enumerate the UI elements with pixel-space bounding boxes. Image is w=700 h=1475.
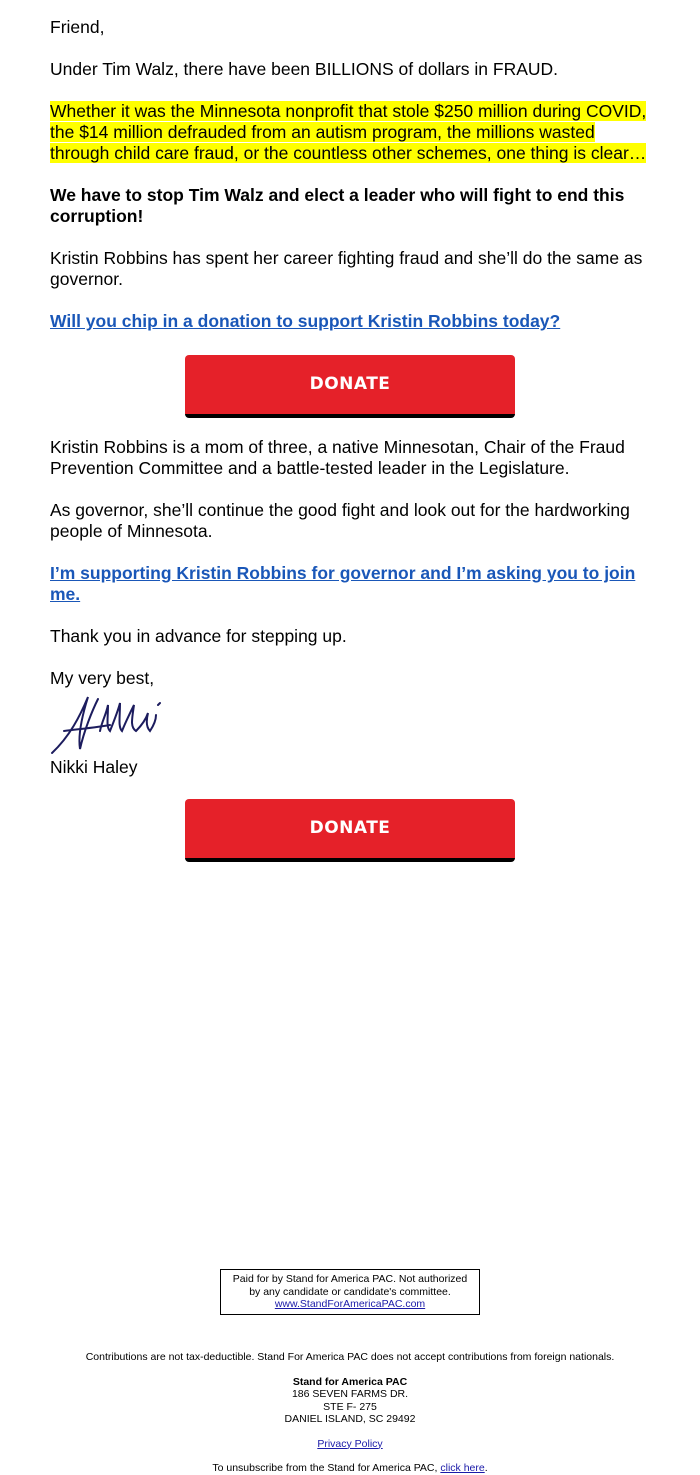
address-line-2: STE F- 275: [323, 1400, 377, 1413]
paragraph-fraud: Under Tim Walz, there have been BILLIONS of dollars in FRAUD.: [50, 59, 559, 79]
paragraph-bio: Kristin Robbins is a mom of three, a native Minnesotan, Chair of the Fraud Prevention Committee and a battle-tested leader in the Legislature.: [50, 437, 625, 478]
tax-note: Contributions are not tax-deductible. Stand For America PAC does not accept contributions from foreign nationals.: [85, 1351, 615, 1363]
donation-link[interactable]: Will you chip in a donation to support Kristin Robbins today?: [50, 311, 561, 331]
disclaimer-text: Paid for by Stand for America PAC. Not authorized by any candidate or candidate's committee.: [232, 1273, 468, 1298]
paragraph-thanks: Thank you in advance for stepping up.: [50, 626, 347, 646]
privacy-policy-link[interactable]: Privacy Policy: [317, 1437, 383, 1450]
paragraph-bold: [50, 185, 650, 227]
privacy-row: [0, 1438, 700, 1451]
email-body: [50, 17, 650, 862]
paragraph-highlighted: [50, 101, 650, 164]
donate-button-2[interactable]: DONATE: [185, 799, 515, 862]
website-link[interactable]: www.StandForAmericaPAC.com: [274, 1298, 426, 1310]
greeting: Friend,: [50, 17, 105, 37]
address-line-3: DANIEL ISLAND, SC 29492: [284, 1413, 416, 1425]
unsubscribe-end: .: [484, 1462, 488, 1474]
signature-image: [50, 691, 650, 757]
unsubscribe-text: To unsubscribe from the Stand for America PAC,: [212, 1462, 441, 1474]
closing: My very best,: [50, 668, 155, 688]
unsubscribe-link[interactable]: click here: [440, 1462, 485, 1474]
donate-button[interactable]: DONATE: [185, 355, 515, 418]
unsubscribe-row: [0, 1462, 700, 1475]
paragraph-career: Kristin Robbins has spent her career fighting fraud and she’ll do the same as governor.: [50, 248, 643, 289]
donate-row-2: [50, 799, 650, 862]
highlighted-text: Whether it was the Minnesota nonprofit that stole $250 million during COVID, the $14 million defrauded from an autism program, the millions wasted through child care fraud, or the countless other schemes, one thing is clear…: [50, 101, 647, 163]
footer-info: [0, 1351, 700, 1475]
paragraph-governor: As governor, she’ll continue the good fight and look out for the hardworking people of Minnesota.: [50, 500, 630, 541]
bold-text: We have to stop Tim Walz and elect a leader who will fight to end this corruption!: [50, 185, 625, 226]
address-line-1: 186 SEVEN FARMS DR.: [291, 1388, 409, 1400]
paid-for-disclaimer: [220, 1269, 480, 1315]
donate-row: [50, 355, 650, 418]
signer-name: Nikki Haley: [50, 757, 138, 777]
support-link[interactable]: I’m supporting Kristin Robbins for governor and I’m asking you to join me.: [50, 563, 636, 604]
paragraph-link2: [50, 563, 650, 605]
org-name: Stand for America PAC: [292, 1375, 408, 1388]
disclaimer-box-row: [0, 1269, 700, 1315]
paragraph-link1: [50, 311, 650, 332]
